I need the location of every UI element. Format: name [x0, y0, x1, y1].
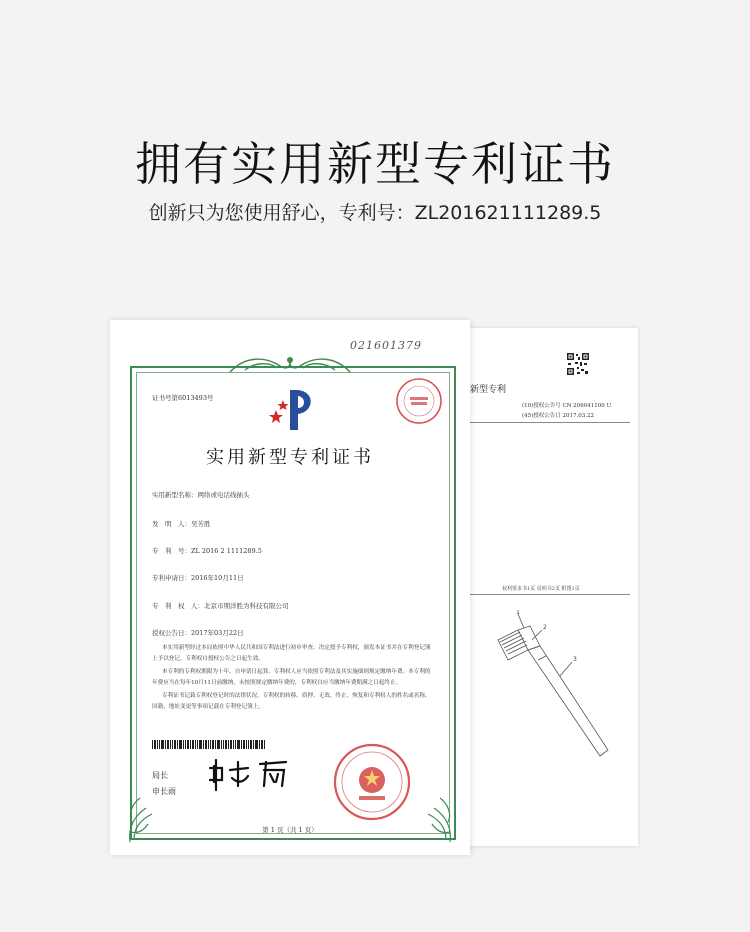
- patent-spec-page: [462, 328, 638, 846]
- spec-title: 新型专利: [470, 385, 507, 395]
- handwritten-number: 021601379: [350, 339, 422, 352]
- figure-label: 1: [516, 610, 520, 616]
- spec-divider: [470, 594, 630, 595]
- field-inventor: 发 明 人：吴芳胜: [152, 520, 211, 528]
- national-seal: [332, 742, 412, 822]
- spec-pub-number: (10)授权公告号 CN 206041100 U: [522, 403, 612, 409]
- certificate-title: 实用新型专利证书: [206, 447, 374, 468]
- field-utility-name: 实用新型名称：网络或电话线插头: [152, 491, 250, 499]
- office-stamp: [394, 376, 444, 426]
- figure-label: 2: [543, 624, 547, 631]
- certificate-body: 本实用新型经过本局依照中华人民共和国专利法进行初步审查，决定授予专利权，颁发本证书并在专利登记簿上予以登记。专利权自授权公告之日起生效。 本专利的专利权期限为十年，自申请日起算。专利权人应当依照专利法及其实施细则规定缴纳年费。本专利的年费应当在每年10月11日前缴纳。未按照规定缴纳年费的，专利权自应当缴纳年费期满之日起终止。 专利证书记载专利权登记时的法律状况。专利权的转移、质押、无效、终止、恢复和专利权人的姓名或名称、国籍、地址变更等事项记载在专利登记簿上。: [152, 645, 431, 710]
- spec-divider: [470, 422, 630, 423]
- director-name-label: 申长雨: [152, 787, 176, 796]
- certificate-documents: [110, 320, 640, 855]
- field-patent-number: 专 利 号：ZL 2016 2 1111289.5: [152, 547, 262, 555]
- qr-code-icon: [566, 352, 590, 376]
- certificate-number: 证书号第6013493号: [152, 394, 214, 402]
- page-title: 拥有实用新型专利证书: [135, 137, 615, 191]
- patent-office-logo: [268, 386, 318, 432]
- spec-pub-date: (45)授权公告日 2017.03.22: [522, 413, 595, 419]
- page-subtitle: 创新只为您使用舒心，专利号：ZL201621111289.5: [148, 202, 602, 224]
- patent-certificate: [110, 320, 470, 855]
- field-application-date: 专利申请日：2016年10月11日: [152, 574, 244, 582]
- spec-page-counts: 权利要求书1页 说明书2页 附图1页: [502, 586, 580, 592]
- page-footer: 第 1 页（共 1 页）: [262, 826, 318, 834]
- plug-drawing: [468, 610, 628, 760]
- figure-label: 3: [573, 656, 577, 663]
- barcode-icon: [152, 740, 266, 749]
- top-ornament-icon: [225, 354, 355, 376]
- field-grant-date: 授权公告日：2017年03月22日: [152, 629, 244, 637]
- signature-icon: [208, 756, 298, 792]
- director-label: 局长: [152, 771, 168, 780]
- corner-ornament-icon: [416, 788, 456, 844]
- field-patentee: 专 利 权 人：北京市期洋胜为科技有限公司: [152, 602, 289, 610]
